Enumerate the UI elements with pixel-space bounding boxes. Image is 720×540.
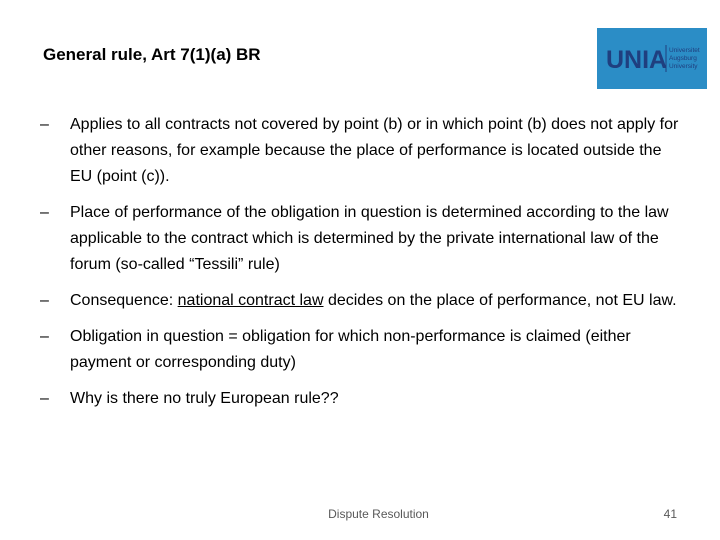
bullet-text-pre: Consequence:: [70, 292, 178, 309]
university-logo: [597, 28, 707, 89]
bullet-text: Why is there no truly European rule??: [70, 390, 339, 407]
bullet-dash: –: [40, 292, 49, 309]
bullet-text-post: decides on the place of performance, not EU law.: [323, 292, 677, 309]
bullet-text: Obligation in question = obligation for which non-performance is claimed (either payment or corresponding duty): [70, 328, 631, 371]
bullet-list: [40, 112, 680, 422]
bullet-item: [40, 112, 680, 190]
bullet-text: Place of performance of the obligation in question is determined according to the law applicable to the contract which is determined by the private international law of the forum (so-called “Tessili” rule): [70, 204, 669, 273]
bullet-text-underlined: national contract law: [177, 292, 324, 309]
bullet-text: Applies to all contracts not covered by point (b) or in which point (b) does not apply for other reasons, for example because the place of performance is located outside the EU (point (c)).: [70, 116, 679, 185]
bullet-item: [40, 386, 680, 412]
bullet-dash: –: [40, 204, 49, 221]
footer-title: Dispute Resolution: [328, 507, 429, 521]
bullet-dash: –: [40, 328, 49, 345]
bullet-item: [40, 200, 680, 278]
logo-wordmark: UNIA: [606, 46, 668, 74]
page-number: 41: [663, 507, 677, 521]
slide-title: General rule, Art 7(1)(a) BR: [43, 45, 261, 64]
logo-line-1: Universitet: [669, 47, 700, 54]
bullet-dash: –: [40, 390, 49, 407]
logo-line-3: University: [669, 63, 698, 70]
bullet-item: [40, 324, 680, 376]
bullet-item: [40, 288, 680, 314]
logo-line-2: Augsburg: [669, 55, 697, 62]
bullet-dash: –: [40, 116, 49, 133]
